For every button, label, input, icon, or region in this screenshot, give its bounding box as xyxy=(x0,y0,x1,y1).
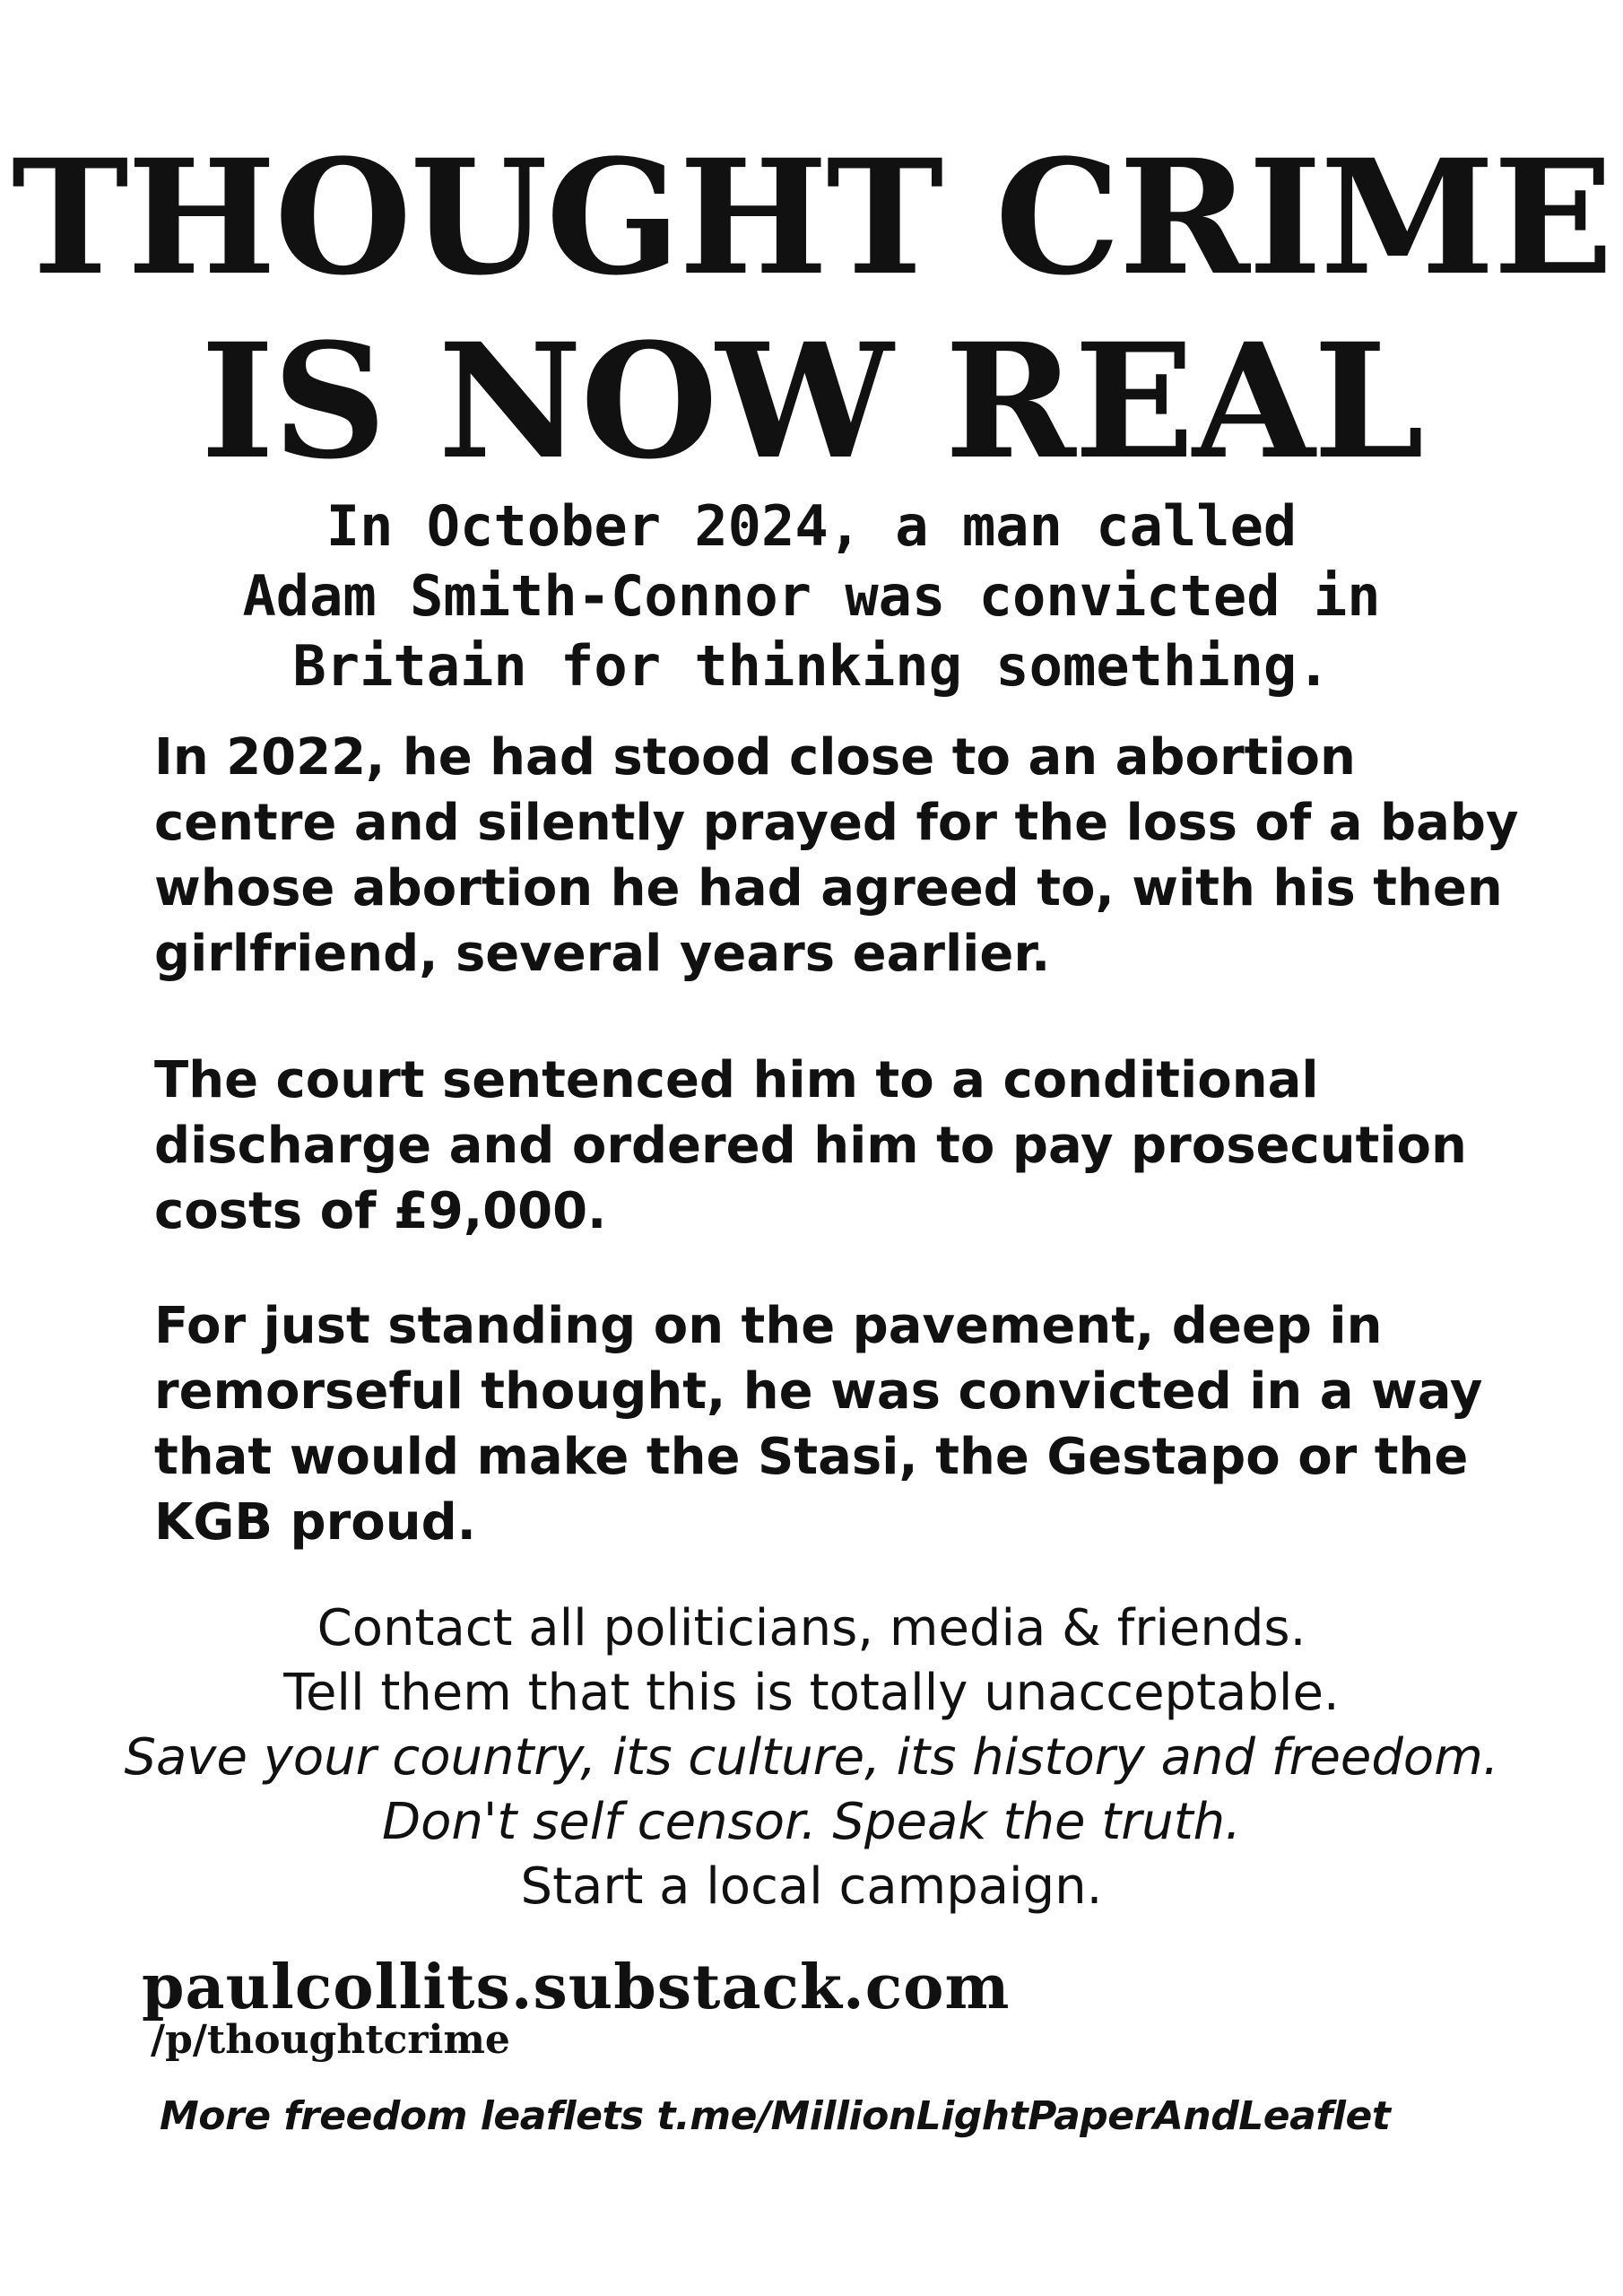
cta-line-italic: Save your country, its culture, its history and freedom. xyxy=(124,1728,1499,1787)
paragraph-conclusion xyxy=(154,1293,1517,1555)
paragraph-background xyxy=(154,725,1517,987)
substack-domain: paulcollits.substack.com xyxy=(142,1952,1011,2023)
headline-line-1: THOUGHT CRIME xyxy=(11,125,1612,310)
cta-line: Start a local campaign. xyxy=(520,1857,1103,1916)
paragraph-line: centre and silently prayed for the loss of a baby xyxy=(154,794,1519,852)
intro-line: Adam Smith-Connor was convicted in xyxy=(242,563,1381,629)
headline-line-2: IS NOW REAL xyxy=(200,309,1423,494)
cta-line: Tell them that this is totally unacceptable. xyxy=(283,1664,1340,1722)
substack-path: /p/thoughtcrime xyxy=(151,2017,510,2063)
intro-statement xyxy=(81,491,1542,701)
paragraph-line: KGB proud. xyxy=(154,1493,476,1552)
paragraph-line: discharge and ordered him to pay prosecution xyxy=(154,1117,1467,1175)
footer-leaflets-link: More freedom leaflets t.me/MillionLightPaperAndLeaflet xyxy=(160,2093,1391,2139)
paragraph-sentence xyxy=(154,1048,1517,1244)
cta-line: Contact all politicians, media & friends. xyxy=(317,1599,1306,1657)
paragraph-line: The court sentenced him to a conditional xyxy=(154,1051,1319,1109)
call-to-action xyxy=(0,1596,1623,1919)
paragraph-line: remorseful thought, he was convicted in a way xyxy=(154,1362,1483,1421)
paragraph-line: whose abortion he had agreed to, with his then xyxy=(154,859,1503,918)
paragraph-line: In 2022, he had stood close to an abortion xyxy=(154,728,1356,787)
cta-line-italic: Don't self censor. Speak the truth. xyxy=(382,1793,1241,1851)
paragraph-line: costs of £9,000. xyxy=(154,1182,607,1240)
intro-line: In October 2024, a man called xyxy=(325,493,1298,559)
paragraph-line: For just standing on the pavement, deep in xyxy=(154,1297,1383,1355)
paragraph-line: girlfriend, several years earlier. xyxy=(154,925,1051,983)
intro-line: Britain for thinking something. xyxy=(292,633,1331,699)
paragraph-line: that would make the Stasi, the Gestapo or the xyxy=(154,1428,1469,1486)
